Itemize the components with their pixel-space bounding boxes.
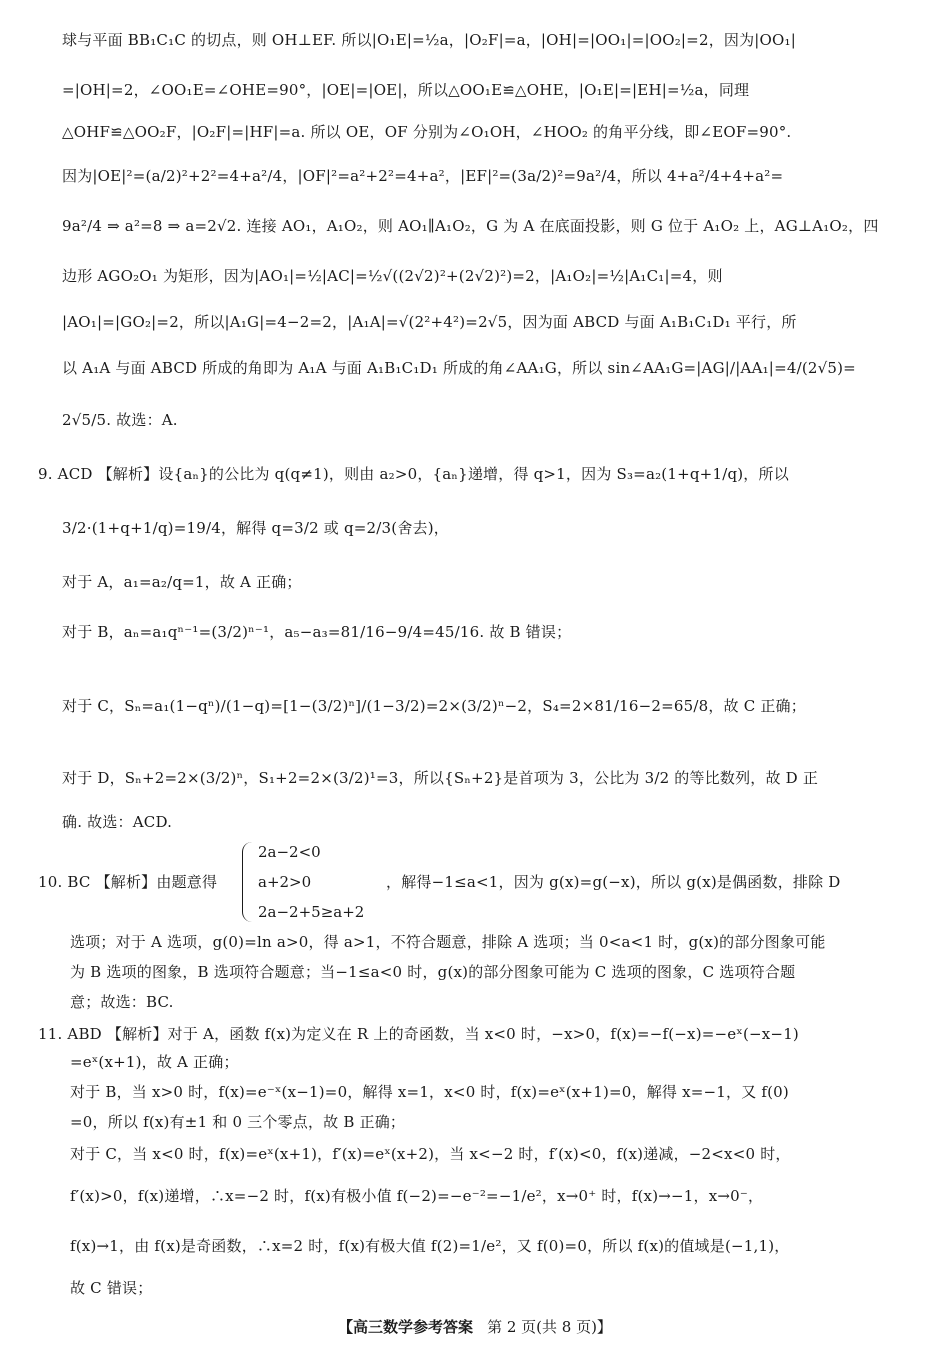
text-line: 对于 B，当 x>0 时，f(x)=e⁻ˣ(x−1)=0，解得 x=1，x<0 时，f(x)=eˣ(x+1)=0，解得 x=−1，又 f(0): [70, 1083, 789, 1101]
footer-title: 【高三数学参考答案: [338, 1318, 474, 1336]
text-line: =0，所以 f(x)有±1 和 0 三个零点，故 B 正确；: [70, 1113, 406, 1131]
text-line: 边形 AGO₂O₁ 为矩形，因为|AO₁|=½|AC|=½√((2√2)²+(2√2)²)=2，|A₁O₂|=½|A₁C₁|=4，则: [62, 267, 723, 285]
text-line: 9a²/4 ⇒ a²=8 ⇒ a=2√2. 连接 AO₁，A₁O₂，则 AO₁∥A₁O₂，G 为 A 在底面投影，则 G 位于 A₁O₂ 上，AG⊥A₁O₂，四: [62, 217, 879, 235]
inequality-3: 2a−2+5≥a+2: [258, 903, 365, 921]
text-line: 2√5/5. 故选：A.: [62, 411, 178, 429]
inequality-2: a+2>0: [258, 873, 312, 891]
footer-page-number: 第 2 页(共 8 页)】: [487, 1318, 612, 1336]
text-line: 对于 C，当 x<0 时，f(x)=eˣ(x+1)，f′(x)=eˣ(x+2)，当 x<−2 时，f′(x)<0，f(x)递减，−2<x<0 时，: [70, 1145, 791, 1163]
text-line: 因为|OE|²=(a/2)²+2²=4+a²/4，|OF|²=a²+2²=4+a²，|EF|²=(3a/2)²=9a²/4，所以 4+a²/4+4+a²=: [62, 167, 784, 185]
question-11-header: 11. ABD 【解析】对于 A，函数 f(x)为定义在 R 上的奇函数，当 x<0 时，−x>0，f(x)=−f(−x)=−eˣ(−x−1): [38, 1025, 799, 1043]
text-line: 意；故选：BC.: [70, 993, 174, 1011]
page-footer: [0, 1316, 950, 1337]
text-line: =eˣ(x+1)，故 A 正确；: [70, 1053, 239, 1071]
system-brace: [242, 842, 255, 922]
text-line: 为 B 选项的图象，B 选项符合题意；当−1≤a<0 时，g(x)的部分图象可能为 C 选项的图象，C 选项符合题: [70, 963, 796, 981]
text-line: 球与平面 BB₁C₁C 的切点，则 OH⊥EF. 所以|O₁E|=½a，|O₂F|=a，|OH|=|OO₁|=|OO₂|=2，因为|OO₁|: [62, 31, 797, 49]
text-line: 选项；对于 A 选项，g(0)=ln a>0，得 a>1，不符合题意，排除 A 选项；当 0<a<1 时，g(x)的部分图象可能: [70, 933, 826, 951]
question-10-header: 10. BC 【解析】由题意得: [38, 873, 218, 891]
question-9-header: 9. ACD 【解析】设{aₙ}的公比为 q(q≠1)，则由 a₂>0，{aₙ}递增，得 q>1，因为 S₃=a₂(1+q+1/q)，所以: [38, 465, 789, 483]
text-line: 故 C 错误；: [70, 1279, 153, 1297]
text-line: 以 A₁A 与面 ABCD 所成的角即为 A₁A 与面 A₁B₁C₁D₁ 所成的角∠AA₁G，所以 sin∠AA₁G=|AG|/|AA₁|=4/(2√5)=: [62, 359, 856, 377]
text-line: f(x)→1，由 f(x)是奇函数，∴x=2 时，f(x)有极大值 f(2)=1/e²，又 f(0)=0，所以 f(x)的值域是(−1,1)，: [70, 1237, 790, 1255]
text-line: =|OH|=2，∠OO₁E=∠OHE=90°，|OE|=|OE|，所以△OO₁E≌△OHE，|O₁E|=|EH|=½a，同理: [62, 81, 750, 99]
text-line: |AO₁|=|GO₂|=2，所以|A₁G|=4−2=2，|A₁A|=√(2²+4²)=2√5，因为面 ABCD 与面 A₁B₁C₁D₁ 平行，所: [62, 313, 797, 331]
inequality-1: 2a−2<0: [258, 843, 321, 861]
option-a-line: 对于 A，a₁=a₂/q=1，故 A 正确；: [62, 573, 302, 591]
text-line: 确. 故选：ACD.: [62, 813, 173, 831]
text-line: f′(x)>0，f(x)递增，∴x=−2 时，f(x)有极小值 f(−2)=−e⁻²=−1/e²，x→0⁺ 时，f(x)→−1，x→0⁻，: [70, 1187, 764, 1205]
option-d-line: 对于 D，Sₙ+2=2×(3/2)ⁿ，S₁+2=2×(3/2)¹=3，所以{Sₙ+2}是首项为 3，公比为 3/2 的等比数列，故 D 正: [62, 769, 819, 787]
text-line: △OHF≌△OO₂F，|O₂F|=|HF|=a. 所以 OE，OF 分别为∠O₁OH，∠HOO₂ 的角平分线，即∠EOF=90°.: [62, 123, 792, 141]
option-c-line: 对于 C，Sₙ=a₁(1−qⁿ)/(1−q)=[1−(3/2)ⁿ]/(1−3/2)=2×(3/2)ⁿ−2，S₄=2×81/16−2=65/8，故 C 正确；: [62, 697, 806, 715]
text-line: ，解得−1≤a<1，因为 g(x)=g(−x)，所以 g(x)是偶函数，排除 D: [386, 873, 841, 891]
text-line: 3/2·(1+q+1/q)=19/4，解得 q=3/2 或 q=2/3(舍去)，: [62, 519, 449, 537]
option-b-line: 对于 B，aₙ=a₁qⁿ⁻¹=(3/2)ⁿ⁻¹，a₅−a₃=81/16−9/4=45/16. 故 B 错误；: [62, 623, 572, 641]
